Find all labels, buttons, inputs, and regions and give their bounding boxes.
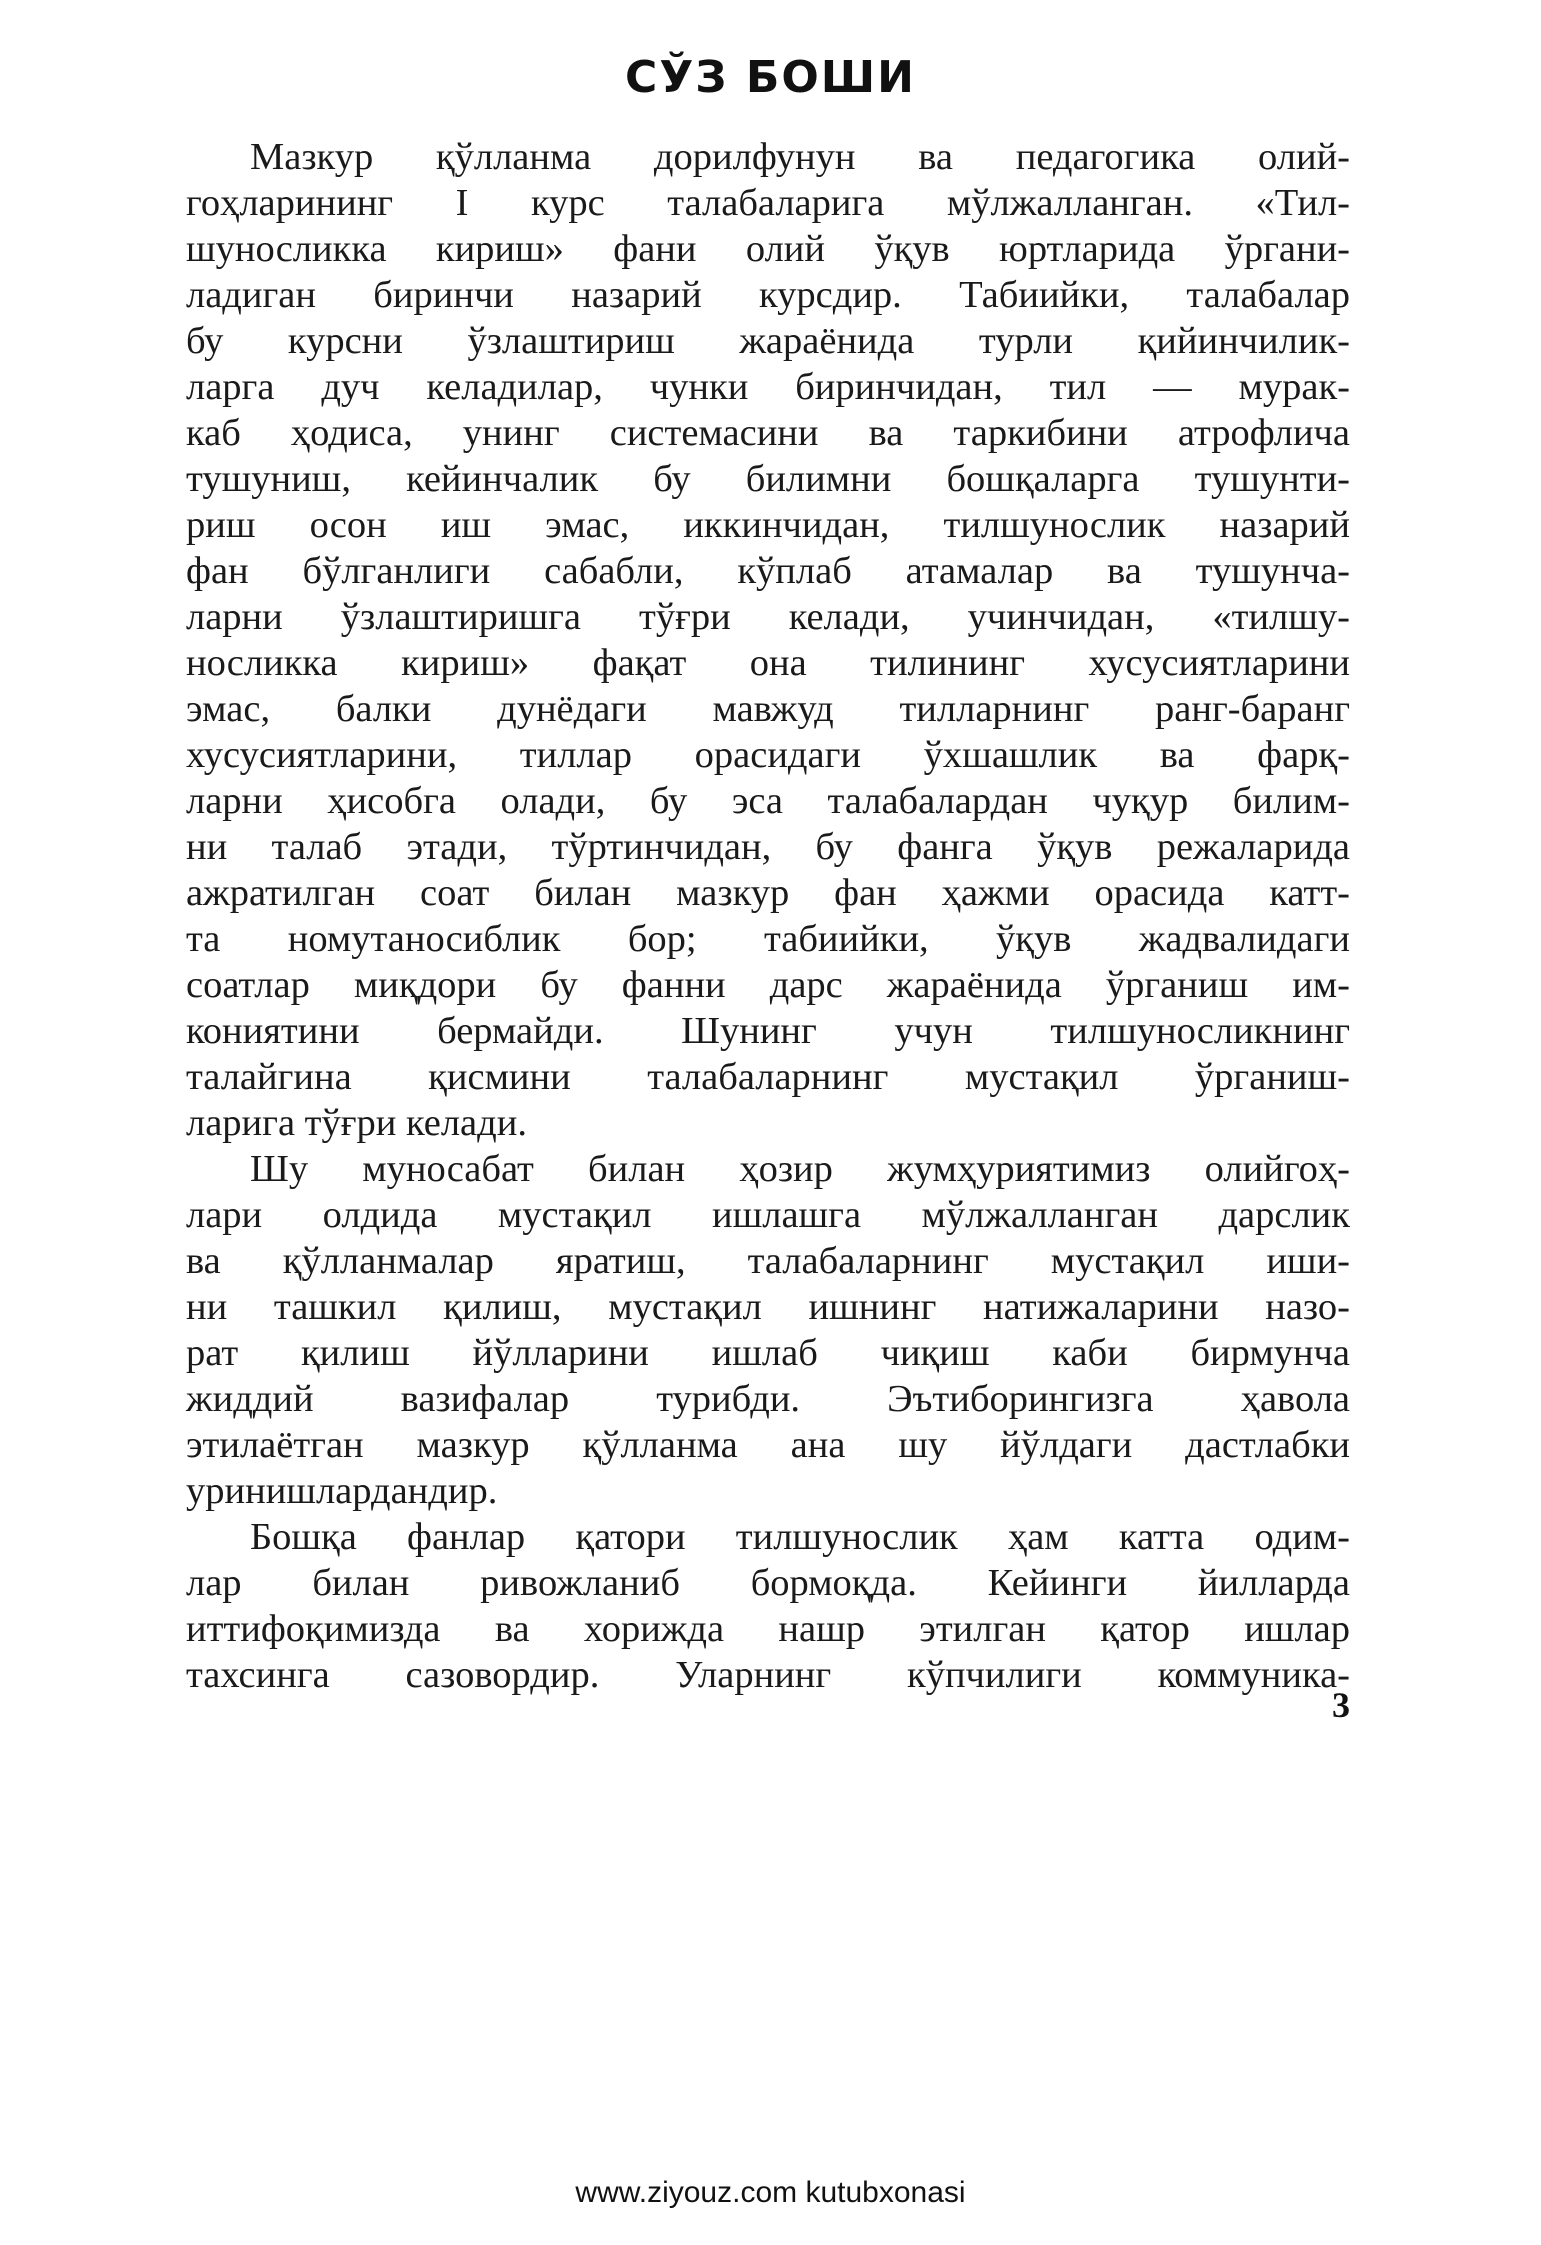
text-line: эмас, балки дунёдаги мавжуд тилларнинг ранг-баранг [186, 688, 1350, 730]
text-line: ларга дуч келадилар, чунки биринчидан, тил — мурак- [186, 366, 1350, 408]
text-line: носликка кириш» фақат она тилининг хусусиятларини [186, 642, 1350, 684]
page-number: 3 [1332, 1685, 1350, 1725]
text-line: ажратилган соат билан мазкур фан ҳажми орасида катт- [186, 872, 1350, 914]
text-line: лар билан ривожланиб бормоқда. Кейинги йилларда [186, 1562, 1350, 1604]
text-line: ладиган биринчи назарий курсдир. Табиийки, талабалар [186, 274, 1350, 316]
text-line: уринишлардандир. [186, 1470, 498, 1512]
text-line: ларни ўзлаштиришга тўғри келади, учинчидан, «тилшу- [186, 596, 1350, 638]
text-line: кониятини бермайди. Шунинг учун тилшуносликнинг [186, 1010, 1350, 1052]
text-line: ларни ҳисобга олади, бу эса талабалардан чуқур билим- [186, 780, 1350, 822]
text-line: лари олдида мустақил ишлашга мўлжалланган дарслик [186, 1194, 1350, 1236]
text-line: та номутаносиблик бор; табиийки, ўқув жадвалидаги [186, 918, 1350, 960]
text-line: Шу муносабат билан ҳозир жумҳуриятимиз олийгоҳ- [250, 1148, 1350, 1190]
text-line: бу курсни ўзлаштириш жараёнида турли қийинчилик- [186, 320, 1350, 362]
text-line: жиддий вазифалар турибди. Эътиборингизга ҳавола [186, 1378, 1350, 1420]
text-line: рат қилиш йўлларини ишлаб чиқиш каби бирмунча [186, 1332, 1350, 1374]
text-line: соатлар миқдори бу фанни дарс жараёнида ўрганиш им- [186, 964, 1350, 1006]
text-line: этилаётган мазкур қўлланма ана шу йўлдаги дастлабки [186, 1424, 1350, 1466]
text-line: риш осон иш эмас, иккинчидан, тилшунослик назарий [186, 504, 1350, 546]
text-line: тушуниш, кейинчалик бу билимни бошқаларга тушунти- [186, 458, 1350, 500]
text-line: гоҳларининг I курс талабаларига мўлжалланган. «Тил- [186, 182, 1350, 224]
text-line: хусусиятларини, тиллар орасидаги ўхшашлик ва фарқ- [186, 734, 1350, 776]
text-line: шуносликка кириш» фани олий ўқув юртларида ўргани- [186, 228, 1350, 270]
text-line: талайгина қисмини талабаларнинг мустақил ўрганиш- [186, 1056, 1350, 1098]
text-line: ни ташкил қилиш, мустақил ишнинг натижаларини назо- [186, 1286, 1350, 1328]
text-line: ни талаб этади, тўртинчидан, бу фанга ўқув режаларида [186, 826, 1350, 868]
footer-watermark: www.ziyouz.com kutubxonasi [575, 2176, 966, 2209]
text-line: ларига тўғри келади. [186, 1102, 527, 1144]
text-line: Бошқа фанлар қатори тилшунослик ҳам катта одим- [250, 1516, 1350, 1558]
text-line: ва қўлланмалар яратиш, талабаларнинг мустақил иши- [186, 1240, 1350, 1282]
text-line: каб ҳодиса, унинг системасини ва таркибини атрофлича [186, 412, 1350, 454]
text-line: Мазкур қўлланма дорилфунун ва педагогика олий- [250, 136, 1350, 178]
text-line: тахсинга сазовордир. Уларнинг кўпчилиги коммуника- [186, 1654, 1350, 1696]
text-line: иттифоқимизда ва хорижда нашр этилган қатор ишлар [186, 1608, 1350, 1650]
text-line: фан бўлганлиги сабабли, кўплаб атамалар ва тушунча- [186, 550, 1350, 592]
page-title: СЎЗ БОШИ [625, 52, 916, 103]
